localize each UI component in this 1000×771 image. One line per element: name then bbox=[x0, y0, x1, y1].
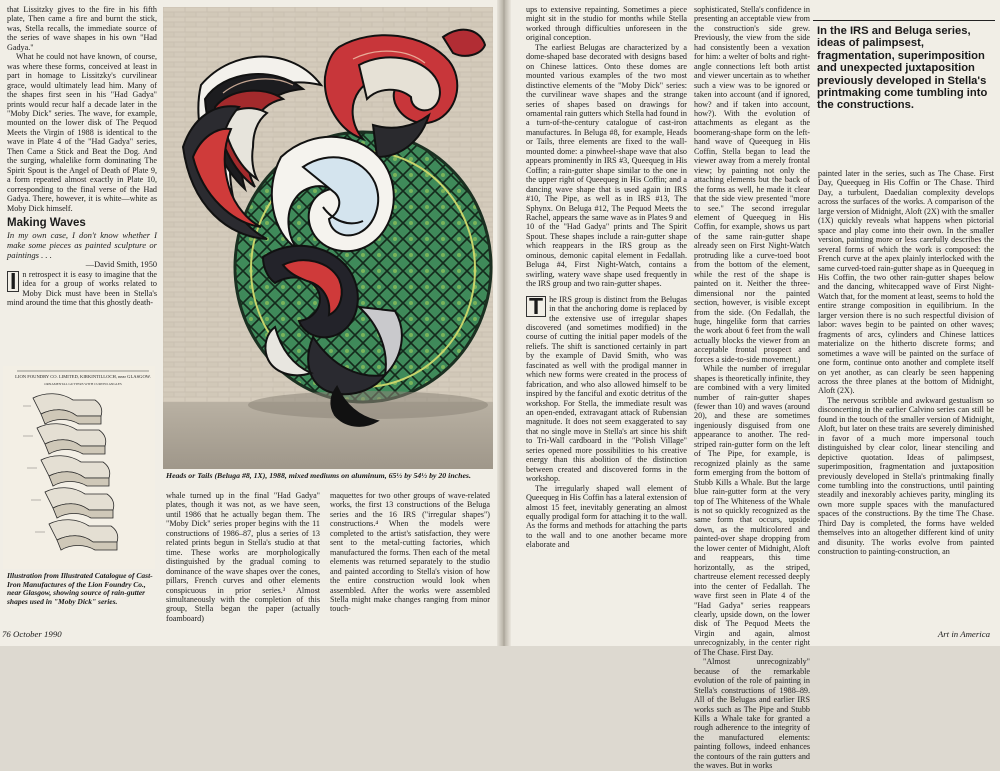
gutter-catalogue-illustration bbox=[3, 366, 155, 569]
paragraph: whale turned up in the final "Had Gadya" plates, though it was not, as we have seen, until 1986 that he actually began them. The "Moby Dick" series proper begins with the 11 constructions of 1986–87, plus a series of 13 related prints begun in Stella's studio at that time. These works are morphologically distinguished by the gradual coming to dominance of the wave shapes over the cones, pillars, French curves and other elements conspicuous in prior series.³ Almost simultaneously with the completion of this group, Stella began the paper (actually foamboard) bbox=[166, 491, 320, 623]
folio-left: 76 October 1990 bbox=[2, 629, 62, 639]
text-column-2 bbox=[166, 491, 320, 627]
heads-or-tails-sculpture-image bbox=[163, 7, 493, 469]
text-column-4 bbox=[526, 5, 687, 629]
paragraph: sophisticated, Stella's confidence in presenting an acceptable view from the construction's side grew. Previously, the view from the side had consistently been a vexation for him: a welter of bolts and right-angle connections left both artist and viewer uncertain as to whether such a view was to be ignored or taken into account (and if ignored, how? and if taken into account, how?). With the evolution of attachments as elegant as the boomerang-shape form on the left-hand wave of Queequeg in His Coffin, Stella began to lead the viewer away from a merely frontal view; by painting not only the attaching elements but the back of the forms as well, he made it clear that the side view presented "more to see." The second irregular element of Queequeg in His Coffin, for example, shows us part of the same rain-gutter shape already seen on First Night-Watch protruding like a curve-toed boot from the bottom of the element, while the rest of the shape is painted on it. Neither the three-dimensional nor the painted section, however, is visible except from the side. (On Fedallah, the huge, hingelike form that carries the work about 6 feet from the wall actually blocks the viewer from an acceptable frontal prospect and forces a side-to-side movement.) bbox=[694, 5, 810, 364]
epigraph-author: —David Smith, 1950 bbox=[85, 260, 157, 270]
paragraph: While the number of irregular shapes is theoretically infinite, they are combined with a very limited number of rain-gutter shapes (fewer than 10) and waves (around 20), and these are sometimes ingeniously disguised from one appearance to another. The red-striped rain-gutter form on the left of The Pipe, for example, is recognized plainly as the same form emerging from the bottom of Stubb Kills a Whale. But the large blue rain-gutter form at the very top of The Whiteness of the Whale is not so quickly recognized as the same form that occurs, upside down, as the multicolored and painted-over shape dropping from the lower center of Midnight, Aloft and reappears, this time horizontally, as the striped, chartreuse element recessed deeply into the center of Fedallah. The wave first seen in Plate 4 of the "Had Gadya" series reappears clearly, upside down, on the lower disk of The Pequod Meets the Virgin and again, almost unrecognizably, in the center right of The Chase. First Day. bbox=[694, 364, 810, 657]
pullquote-rule bbox=[813, 20, 995, 21]
epigraph: In my own case, I don't know whether I make some pieces as painted sculpture or paintings . . . bbox=[7, 230, 157, 261]
paragraph: What he could not have known, of course, was where these forms, conceived at least in part in homage to Lissitzky's curvilinear grace, would ultimately lead him. Many of the shapes first seen in his "Had Gadya" prints would recur half a decade later in the "Moby Dick" series. The wave, for example, mounted on the lower disk of The Pequod Meets the Virgin of 1988 is identical to the wave in Plate 4 of the "Had Gadya" series, Then Came a Stick and Beat the Dog. And the surging, whalelike form dominating The Spirit Spout is the Angel of Death of Plate 9, a form repeated almost exactly in Plate 10, corresponding to the final verse of the Had Gadya. There, however, it is white—white as Moby Dick himself. bbox=[7, 52, 157, 213]
catalogue-subheader: ORNAMENTAL GUTTERS WITH CURVED ANGLES bbox=[44, 382, 122, 386]
paragraph: maquettes for two other groups of wave-related works, the first 13 constructions of the Beluga series and the 16 IRS ("irregular shapes") constructions.⁴ When the models were completed to the artist's satisfaction, they were sent to the metal-cutting factories, which manufactured the forms. Then each of the metal elements was returned separately to the studio and painted according to Stella's vision of how the entire construction would look when assembled. After the works were assembled Stella might make changes ranging from minor touch- bbox=[330, 491, 490, 614]
photo-caption: Heads or Tails (Beluga #8, 1X), 1988, mixed mediums on aluminum, 65½ by 54½ by 20 inches. bbox=[166, 471, 471, 480]
paragraph: The earliest Belugas are characterized by a dome-shaped base decorated with designs based on Chinese lattices. Onto these domes are mounted various examples of the two most distinctive elements of the "Moby Dick" series: the curvilinear wave shapes and the strange series of shapes based on drawings for ornamental rain gutters which Stella had found in a turn-of-the-century catalogue of cast-iron manufactures. In Beluga #8, for example, Heads or Tails, three elements are fixed to the wall-mounted dome: a pinwheel-shape wave that also appears prominently in IRS #3, Queequeg in His Coffin; a rain-gutter shape similar to the one in the upper right of Queequeg in His Coffin; and a dancing wave shape that is used again in IRS #10, The Pipe, as well as in IRS #13, The Sphynx. On Beluga #12, The Pequod Meets the Rachel, appears the same wave as in Plates 9 and 10 of the "Had Gadya" prints and The Spirit Spout. These shapes include a rain-gutter shape which reappears in the IRS group as the ominous, demonic capital element in Fedallah. Beluga #4, First Night-Watch, contains a swirling, watery wave shape used frequently in the IRS group and two rain-gutter shapes. bbox=[526, 42, 687, 289]
illustration-caption: Illustration from Illustrated Catalogue of Cast-Iron Manufactures of the Lion Foundry Co., near Glasgow, showing source of rain-gutter shapes used in "Moby Dick" series. bbox=[7, 571, 153, 606]
paragraph: The irregularly shaped wall element of Queequeg in His Coffin has a lateral extension of almost 15 feet, inevitably generating an almost equally prodigal form for attaching it to the wall. As the forms and methods for attaching the parts to the wall and to one another became more elaborate and bbox=[526, 483, 687, 550]
page-gutter bbox=[497, 0, 511, 646]
paragraph: that Lissitzky gives to the fire in his fifth plate, Then came a fire and burnt the stick, was, Stella recalls, the immediate source of the series of wave shapes in his own "Had Gadya." bbox=[7, 5, 157, 52]
section-heading: Making Waves bbox=[7, 216, 86, 229]
text-column-5 bbox=[694, 5, 810, 771]
drop-cap: T bbox=[526, 296, 546, 317]
pull-quote: In the IRS and Beluga series, ideas of palimpsest, fragmentation, superimposition and unexpected juxtaposition previously developed in Stella's printmaking come tumbling into the constructions. bbox=[817, 25, 988, 112]
paragraph: he IRS group is distinct from the Belugas in that the anchoring dome is replaced by the extensive use of irregular shapes discovered (and sometimes modified) in the course of cutting the initial paper models of the reliefs. The shift is sanctioned certainly in part by the example of David Smith, who was fascinated as well with the prodigal manner in which new forms were created in the process of fabrication, and who also allowed himself to be inspired by the fanciful and exotic detritus of the workshop. For Stella, the immediate result was an open-ended, extravagant attack of Rubensian magnitude. It does not seem exaggerated to say that no single move in Stella's art since his shift to Tri-Wall cardboard in the "Polish Village" series opened more possibilities to his creative energy than this abolition of the distinction between created and discovered forms in the workshop. bbox=[526, 294, 687, 484]
paragraph: "Almost unrecognizably" because of the remarkable evolution of the role of painting in Stella's constructions of 1988–89. All of the Belugas and earlier IRS works such as The Pipe and Stubb Kills a Whale take for granted a rough adherence to the integrity of the manufactured elements: painting follows, indeed enhances the contours of the rain gutters and the waves. But in works bbox=[694, 657, 810, 771]
catalogue-header: LION FOUNDRY CO. LIMITED, KIRKINTILLOCH, near GLASGOW. bbox=[15, 374, 151, 379]
catalogue-engraving bbox=[3, 366, 155, 569]
folio-right: Art in America bbox=[937, 629, 990, 639]
paragraph: ups to extensive repainting. Sometimes a piece might sit in the studio for months while Stella worked through difficulties unforeseen in the original conception. bbox=[526, 5, 687, 43]
text-column-1 bbox=[7, 5, 157, 365]
drop-cap: I bbox=[7, 271, 19, 292]
paragraph: painted later in the series, such as The Chase. First Day, Queequeg in His Coffin or The Chase. Third Day, a turbulent, Daedalian complexity develops across the surfaces of the works. A comparison of the large version of Midnight, Aloft (2X) with the smaller (1X) quickly reveals what happens when pictorial space and play come into their own. In the smaller version, painting more or less carefully describes the several forms of which the work is composed: the French curve at the apex plainly interlocked with the same curved-toed rain-gutter shape as in Queequeg in His Coffin, the two other rain-gutter shapes below and the dancing, whitecapped wave of First Night-Watch that, for the moment at least, seems to hold the entire strange composition in equilibrium. In the larger version there is no such respectful division of labor: waves begin to be painted on other waves; fragments of arcs, cylinders and Chinese lattices materialize on the hitherto discrete forms; and sometimes a wave will be painted on the surface of one form, continue onto another and complete itself on yet another, as can clearly be seen happening across the three planes at the bottom of Midnight, Aloft (2X). bbox=[818, 169, 994, 396]
artwork-photograph bbox=[163, 7, 493, 469]
paragraph: n retrospect it is easy to imagine that the idea for a group of works related to Moby Dick must have been in Stella's mind around the time that this ghostly death- bbox=[7, 269, 157, 308]
paragraph: The nervous scribble and awkward gestualism so disconcerting in the earlier Calvino series can still be found in the touch of the smaller version of Midnight, Aloft, but later on these traits are severely diminished in favor of a much more impersonal touch distinguished by clear color, linear stenciling and depictive quotation. Ideas of palimpsest, superimposition, fragmentation and juxtaposition previously developed in Stella's printmaking finally come tumbling into the constructions, until painting steadily and inexorably achieves parity, mingling its own more supple spaces with the manufactured spaces of the constructions. By the time The Chase. Third Day is completed, the forms have welded themselves into an altogether different kind of unity and disunity. The works evolve from painted construction to painting-construction, an bbox=[818, 395, 994, 557]
text-column-3 bbox=[330, 491, 490, 631]
text-column-6 bbox=[818, 169, 994, 629]
